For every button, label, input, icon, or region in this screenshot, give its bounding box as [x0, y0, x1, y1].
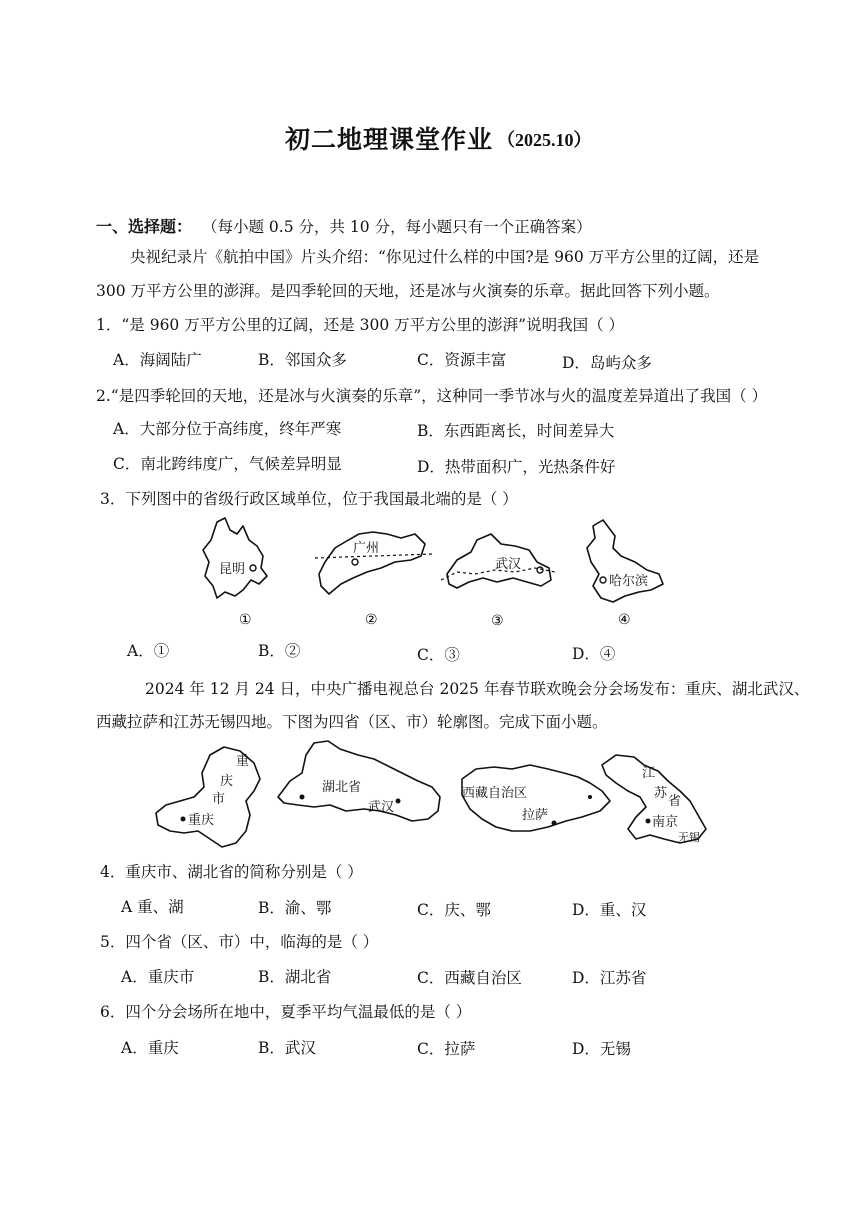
hubei-name: 湖北省: [322, 780, 362, 795]
q6-option-a[interactable]: A．重庆: [121, 1039, 179, 1057]
chongqing-name-1: 重: [236, 754, 250, 769]
q2-option-c[interactable]: C．南北跨纬度广，气候差异明显: [113, 455, 342, 473]
q4-option-d[interactable]: D．重、汉: [572, 901, 647, 919]
intro1-line2: 300 万平方公里的澎湃。是四季轮回的天地，还是冰与火演奏的乐章。据此回答下列小题。: [96, 282, 720, 300]
q6-option-d[interactable]: D．无锡: [572, 1040, 631, 1058]
question-5: 5．四个省（区、市）中，临海的是（ ）: [100, 933, 379, 951]
chongqing-name-3: 市: [212, 792, 226, 807]
four-region-maps: [150, 735, 720, 855]
q3-option-d[interactable]: D．④: [572, 645, 616, 663]
q4-option-a[interactable]: A 重、湖: [121, 898, 184, 916]
q1-option-d[interactable]: D．岛屿众多: [562, 354, 652, 372]
question-2: 2.“是四季轮回的天地，还是冰与火演奏的乐章”，这种同一季节冰与火的温度差异道出了我国（ ）: [96, 387, 768, 405]
question-1: 1．“是 960 万平方公里的辽阔，还是 300 万平方公里的澎湃”说明我国（ ）: [96, 316, 625, 334]
q3-province-maps: [195, 512, 675, 632]
heilongjiang-outline: [587, 520, 663, 602]
map-number-3: ③: [491, 613, 504, 629]
q3-option-c[interactable]: C．③: [417, 646, 460, 664]
title-date: （2025.10）: [497, 130, 592, 150]
q2-option-b[interactable]: B．东西距离长，时间差异大: [417, 422, 615, 440]
q1-option-c[interactable]: C．资源丰富: [417, 351, 507, 369]
intro2-line1: 2024 年 12 月 24 日，中央广播电视总台 2025 年春节联欢晚会分会场发布：重庆、湖北武汉、: [145, 680, 810, 698]
q3-option-a[interactable]: A．①: [127, 642, 170, 660]
q5-option-d[interactable]: D．江苏省: [572, 969, 647, 987]
q3-option-b[interactable]: B．②: [258, 642, 301, 660]
section-heading: 一、选择题：: [96, 217, 193, 236]
map-number-4: ④: [618, 612, 631, 628]
question-3: 3．下列图中的省级行政区域单位，位于我国最北端的是（ ）: [100, 490, 518, 508]
chongqing-name-2: 庆: [220, 774, 234, 789]
question-6: 6．四个分会场所在地中，夏季平均气温最低的是（ ）: [100, 1003, 472, 1021]
map-number-1: ①: [239, 612, 252, 628]
chongqing-city: 重庆: [188, 813, 215, 828]
jiangsu-name-2: 苏: [654, 786, 668, 801]
map-number-2: ②: [365, 612, 378, 628]
jiangsu-city: 南京: [652, 815, 679, 830]
q2-option-a[interactable]: A．大部分位于高纬度，终年严寒: [113, 420, 342, 438]
q5-option-b[interactable]: B．湖北省: [258, 968, 332, 986]
map-label-kunming: 昆明: [219, 562, 246, 577]
wuxi-label: 无锡: [678, 831, 700, 844]
map-label-harbin: 哈尔滨: [609, 574, 649, 589]
intro1-line1: 央视纪录片《航拍中国》片头介绍：“你见过什么样的中国?是 960 万平方公里的辽阔，还是: [130, 248, 760, 266]
yunnan-outline: [203, 518, 267, 598]
jiangsu-name-1: 江: [642, 766, 656, 781]
question-4: 4．重庆市、湖北省的简称分别是（ ）: [100, 863, 363, 881]
q4-option-c[interactable]: C．庆、鄂: [417, 901, 491, 919]
hubei-city: 武汉: [368, 800, 395, 815]
q4-option-b[interactable]: B．渝、鄂: [258, 899, 332, 917]
map-label-wuhan: 武汉: [495, 557, 522, 572]
intro2-line2: 西藏拉萨和江苏无锡四地。下图为四省（区、市）轮廓图。完成下面小题。: [96, 713, 608, 731]
q6-option-b[interactable]: B．武汉: [258, 1039, 316, 1057]
section-note: （每小题 0.5 分，共 10 分，每小题只有一个正确答案）: [202, 218, 592, 236]
q1-option-b[interactable]: B．邻国众多: [258, 351, 347, 369]
map-label-guangzhou: 广州: [353, 541, 380, 556]
q5-option-a[interactable]: A．重庆市: [121, 968, 195, 986]
xizang-city: 拉萨: [522, 808, 549, 823]
jiangsu-name-3: 省: [668, 794, 682, 809]
q6-option-c[interactable]: C．拉萨: [417, 1040, 476, 1058]
q2-option-d[interactable]: D．热带面积广，光热条件好: [417, 458, 616, 476]
page-title: 初二地理课堂作业: [285, 125, 494, 154]
q1-option-a[interactable]: A．海阔陆广: [113, 351, 202, 369]
q5-option-c[interactable]: C．西藏自治区: [417, 969, 522, 987]
xizang-name: 西藏自治区: [462, 786, 528, 801]
